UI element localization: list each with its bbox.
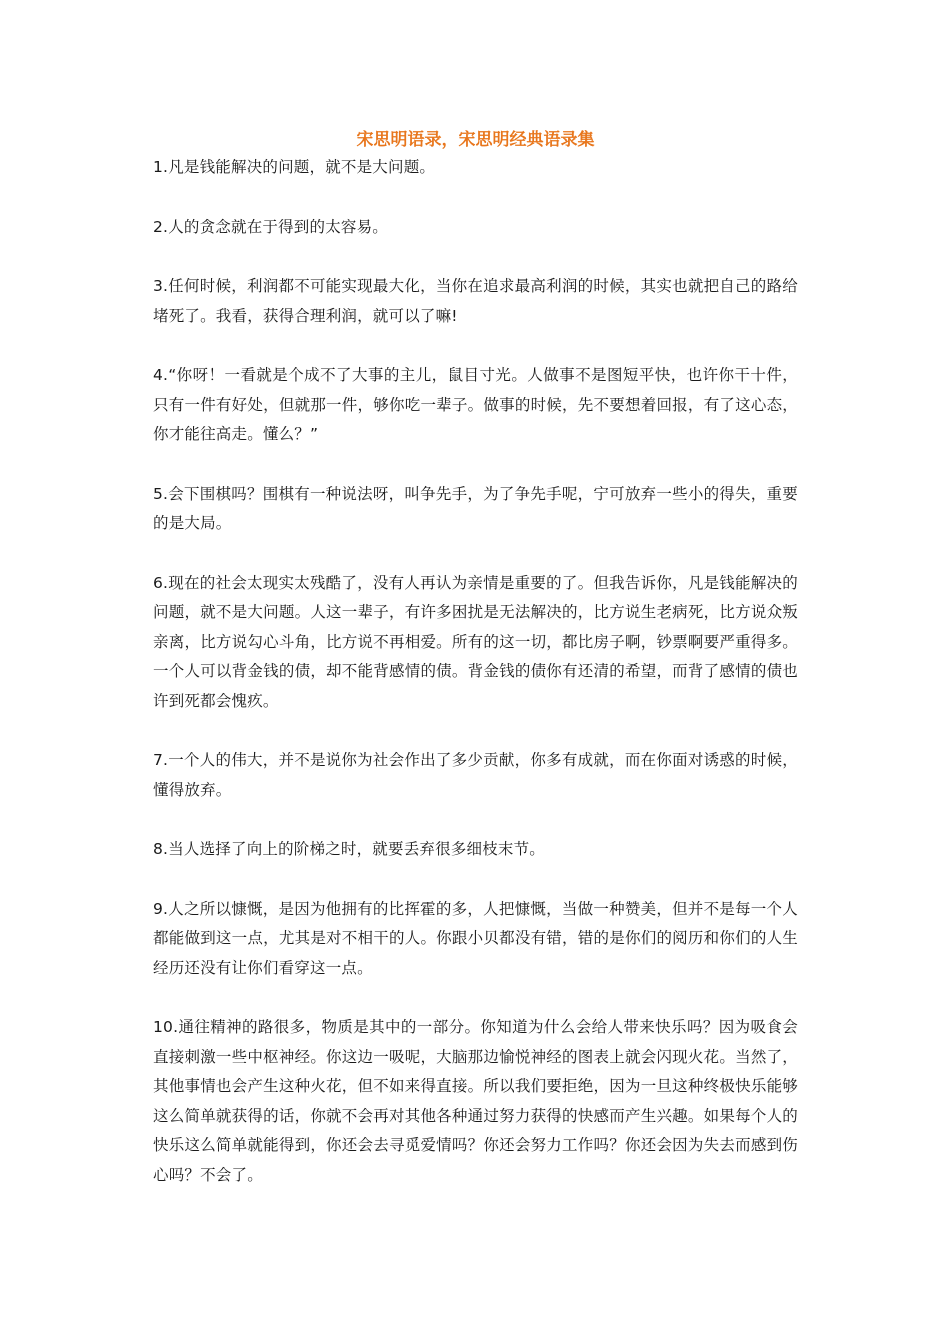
quote-paragraph-1: 1.凡是钱能解决的问题，就不是大问题。: [153, 158, 436, 176]
quote-paragraph-6: 6.现在的社会太现实太残酷了，没有人再认为亲情是重要的了。但我告诉你，凡是钱能解决的问题，就不是大问题。人这一辈子，有许多困扰是无法解决的，比方说生老病死，比方说众叛亲离，比方说勾心斗角，比方说不再相爱。所有的这一切，都比房子啊，钞票啊要严重得多。一个人可以背金钱的债，却不能背感情的债。背金钱的债你有还清的希望，而背了感情的债也许到死都会愧疚。: [153, 573, 798, 710]
quote-paragraph-8: 8.当人选择了向上的阶梯之时，就要丢弃很多细枝末节。: [153, 840, 545, 858]
document-page: [153, 126, 798, 1220]
quote-paragraph-3: 3.任何时候，利润都不可能实现最大化，当你在追求最高利润的时候，其实也就把自己的路给堵死了。我看，获得合理利润，就可以了嘛!: [153, 277, 798, 325]
quote-paragraph-10: 10.通往精神的路很多，物质是其中的一部分。你知道为什么会给人带来快乐吗？因为吸食会直接刺激一些中枢神经。你这边一吸呢，大脑那边愉悦神经的图表上就会闪现火花。当然了，其他事情也会产生这种火花，但不如来得直接。所以我们要拒绝，因为一旦这种终极快乐能够这么简单就获得的话，你就不会再对其他各种通过努力获得的快感而产生兴趣。如果每个人的快乐这么简单就能得到，你还会去寻觅爱情吗？你还会努力工作吗？你还会因为失去而感到伤心吗？不会了。: [153, 1018, 798, 1184]
quote-paragraph-4: 4.“你呀！一看就是个成不了大事的主儿，鼠目寸光。人做事不是图短平快，也许你干十件，只有一件有好处，但就那一件，够你吃一辈子。做事的时候，先不要想着回报，有了这心态，你才能往高走。懂么？”: [153, 366, 798, 443]
document-title: 宋思明语录，宋思明经典语录集: [356, 130, 595, 150]
quote-paragraph-9: 9.人之所以慷慨，是因为他拥有的比挥霍的多，人把慷慨，当做一种赞美，但并不是每一个人都能做到这一点，尤其是对不相干的人。你跟小贝都没有错，错的是你们的阅历和你们的人生经历还没有让你们看穿这一点。: [153, 899, 798, 977]
quote-paragraph-7: 7.一个人的伟大，并不是说你为社会作出了多少贡献，你多有成就，而在你面对诱惑的时候，懂得放弃。: [153, 751, 798, 799]
quote-paragraph-2: 2.人的贪念就在于得到的太容易。: [153, 217, 388, 236]
quote-paragraph-5: 5.会下围棋吗？围棋有一种说法呀，叫争先手，为了争先手呢，宁可放弃一些小的得失，重要的是大局。: [153, 484, 798, 532]
